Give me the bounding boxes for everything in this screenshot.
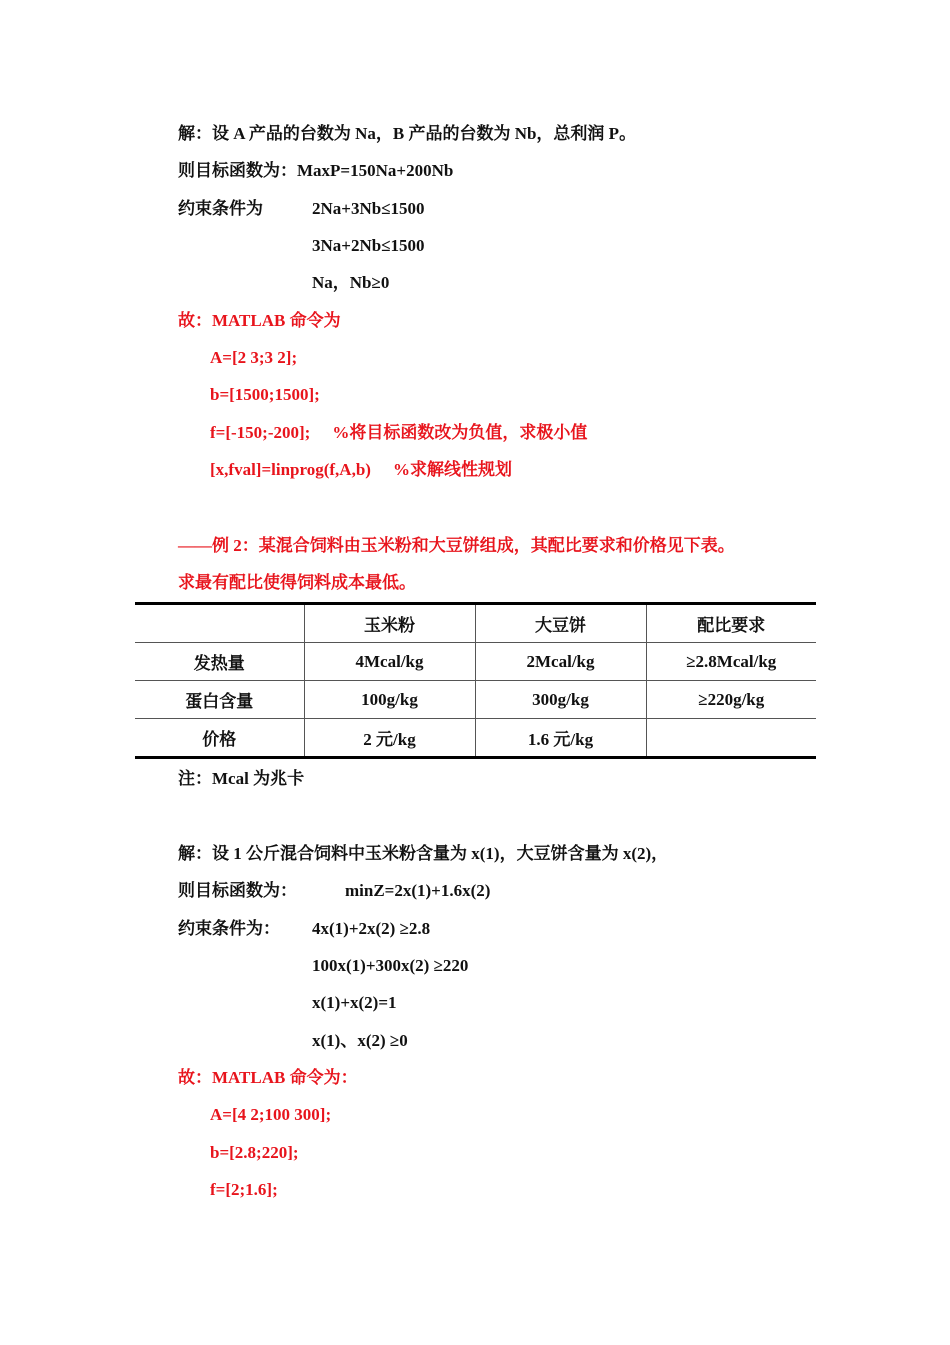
ex2-constraint-4: x(1)、x(2) ≥0 <box>312 1031 408 1050</box>
ex1-objective-row <box>178 160 778 182</box>
table-cell: 4Mcal/kg <box>304 643 475 681</box>
ex1-code-text: [x,fval]=linprog(f,A,b) <box>210 460 371 479</box>
ex2-objective-row <box>178 880 778 902</box>
ex1-code-line <box>210 422 587 444</box>
table-cell: 100g/kg <box>304 681 475 719</box>
ex2-constraint-label: 约束条件为： <box>178 919 280 938</box>
ex2-objective: minZ=2x(1)+1.6x(2) <box>345 881 491 900</box>
table-header-cell: 大豆饼 <box>475 604 646 643</box>
table-cell: 发热量 <box>135 643 304 681</box>
table-cell: ≥2.8Mcal/kg <box>646 643 816 681</box>
ex1-constraint-1: 2Na+3Nb≤1500 <box>312 199 425 218</box>
ex1-code-line: b=[1500;1500]; <box>210 385 320 404</box>
ex2-code-line: f=[2;1.6]; <box>210 1180 278 1199</box>
table-header-row <box>135 604 816 643</box>
table-header-cell: 玉米粉 <box>304 604 475 643</box>
table-note: 注：Mcal 为兆卡 <box>178 769 305 788</box>
table-header-cell <box>135 604 304 643</box>
table-cell: 价格 <box>135 719 304 758</box>
ex2-constraint-1: 4x(1)+2x(2) ≥2.8 <box>312 919 431 938</box>
table-row <box>135 681 816 719</box>
ratio-price-table <box>135 602 816 759</box>
ex1-code-comment: %将目标函数改为负值，求极小值 <box>332 423 588 442</box>
ex2-constraint-2: 100x(1)+300x(2) ≥220 <box>312 956 469 975</box>
ex1-code-line: A=[2 3;3 2]; <box>210 348 298 367</box>
table-cell: 300g/kg <box>475 681 646 719</box>
ex1-code-line <box>210 459 512 481</box>
ex2-title-line2: 求最有配比使得饲料成本最低。 <box>178 573 416 592</box>
table-header-cell: 配比要求 <box>646 604 816 643</box>
ex1-code-text: f=[-150;-200]; <box>210 423 311 442</box>
ex2-objective-label: 则目标函数为： <box>178 881 297 900</box>
ex2-constraint-row <box>178 918 778 940</box>
table-cell <box>646 719 816 758</box>
ex1-constraint-2: 3Na+2Nb≤1500 <box>312 236 425 255</box>
ex2-matlab-heading: 故：MATLAB 命令为： <box>178 1068 358 1087</box>
ex2-code-line: b=[2.8;220]; <box>210 1143 299 1162</box>
table-row <box>135 643 816 681</box>
table-cell: 2 元/kg <box>304 719 475 758</box>
ex1-objective: MaxP=150Na+200Nb <box>297 161 454 180</box>
ex1-constraint-label: 约束条件为 <box>178 199 263 218</box>
table-row <box>135 719 816 758</box>
table-cell: 蛋白含量 <box>135 681 304 719</box>
ex1-objective-label: 则目标函数为： <box>178 161 297 180</box>
table-cell: 2Mcal/kg <box>475 643 646 681</box>
ex2-title-line1: ——例 2：某混合饲料由玉米粉和大豆饼组成，其配比要求和价格见下表。 <box>178 536 735 555</box>
table-cell: ≥220g/kg <box>646 681 816 719</box>
ex2-constraint-3: x(1)+x(2)=1 <box>312 993 397 1012</box>
ex1-constraint-3: Na，Nb≥0 <box>312 273 390 292</box>
ex1-matlab-heading: 故：MATLAB 命令为 <box>178 311 341 330</box>
ex2-code-line: A=[4 2;100 300]; <box>210 1105 332 1124</box>
ex2-intro: 解：设 1 公斤混合饲料中玉米粉含量为 x(1)，大豆饼含量为 x(2)， <box>178 844 669 863</box>
ex1-intro: 解：设 A 产品的台数为 Na，B 产品的台数为 Nb，总利润 P。 <box>178 124 637 143</box>
ex1-code-comment: %求解线性规划 <box>392 460 512 479</box>
ex1-constraint-row <box>178 198 778 220</box>
table-cell: 1.6 元/kg <box>475 719 646 758</box>
